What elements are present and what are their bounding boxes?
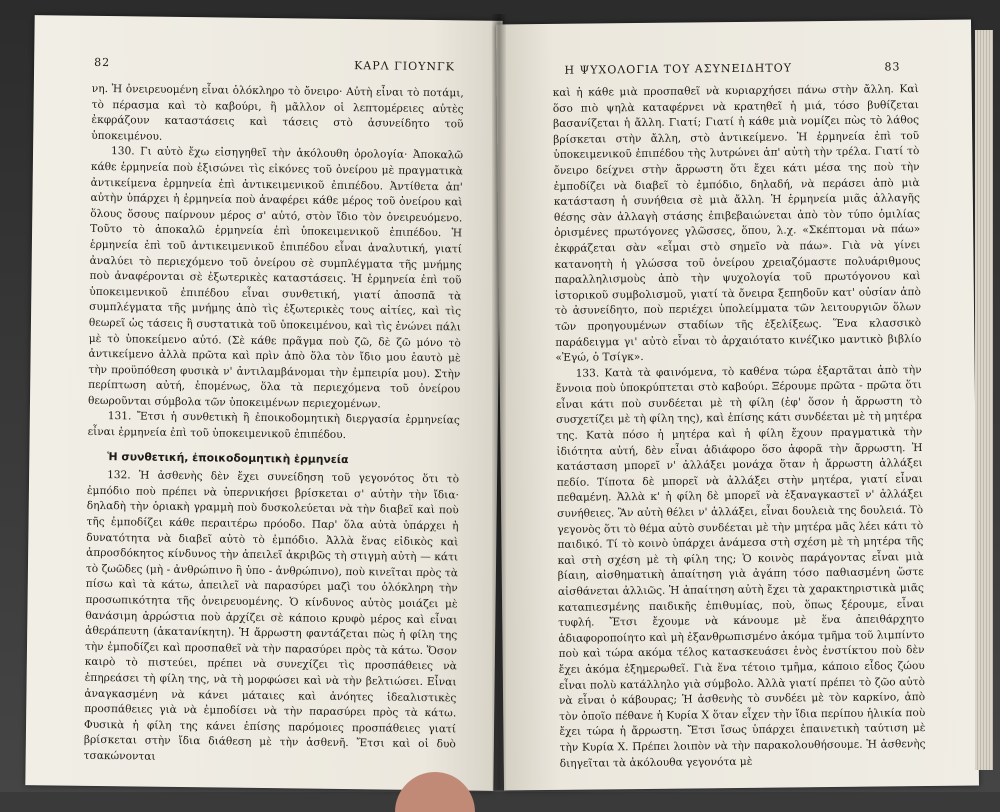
page-edges [975, 30, 993, 770]
paragraph: 131. Ἔτσι ἡ συνθετικὴ ἢ ἐποικοδομητικὴ διεργασία ἑρμηνείας εἶναι ἑρμηνεία ἐπὶ τοῦ ὑποκειμενικοῦ ἐπιπέδου. [87, 410, 460, 442]
left-page-text [84, 82, 464, 769]
section-heading: Ἡ συνθετική, ἐποικοδομητικὴ ἑρμηνεία [107, 449, 349, 466]
book-spine [492, 14, 506, 790]
paragraph: 130. Γι αὐτὸ ἔχω εἰσηγηθεῖ τὴν ἀκόλουθη ὁρολογία· Ἀποκαλῶ κάθε ἑρμηνεία ποὺ ἐξισώνει τὶς εἰκόνες τοῦ ὀνείρου μὲ πραγματικὰ ἀντικείμενα ἑρμηνεία ἐπὶ ἀντικειμενικοῦ ἐπιπέδου. Ἀντίθετα ἀπ' αὐτὴν ὑπάρχει ἡ ἑρμηνεία ποὺ ἀναφέρει κάθε μέρος τοῦ ὀνείρου καὶ ὅλους ὅσους παίρνουν μέρος σ' αὐτό, στὸν ἴδιο τὸν ὀνειρευόμενο. Τοῦτο τὸ ἀποκαλῶ ἑρμηνεία ἐπὶ ὑποκειμενικοῦ ἐπιπέδου. Ἡ ἑρμηνεία ἐπὶ τοῦ ἀντικειμενικοῦ ἐπιπέδου εἶναι ἀναλυτική, γιατί ἀναλύει τὸ περιεχόμενο τοῦ ὀνείρου σὲ συμπλέγματα τῆς μνήμης ποὺ ἀναφέρονται σὲ ἐξωτερικὲς καταστάσεις. Ἡ ἑρμηνεία ἐπὶ τοῦ ὑποκειμενικοῦ ἐπιπέδου εἶναι συνθετική, γιατί ἀποσπᾶ τὰ συμπλέγματα τῆς μνήμης ἀπὸ τὶς ἐξωτερικὲς τους αἰτίες, καὶ τὶς θεωρεῖ ὡς τάσεις ἢ συστατικὰ τοῦ ὑποκειμένου, καὶ τὶς ἑνώνει πάλι μὲ τὸ ὑποκείμενο αὐτό. (Σὲ κάθε πρᾶγμα ποὺ ζῶ, δὲ ζῶ μόνο τὸ ἀντικείμενο ἀλλὰ πρῶτα καὶ πρὶν ἀπὸ ὅλα τὸν ἴδιο μου ἑαυτὸ μὲ τὴν προϋπόθεση φυσικὰ ν' ἀντιλαμβάνομαι τὴν ἐμπειρία μου). Στὴν περίπτωση αὐτή, ἑπομένως, ὅλα τὰ περιεχόμενα τοῦ ὀνείρου θεωροῦνται σύμβολα τῶν ὑποκειμένων περιεχομένων. [87, 145, 464, 411]
right-page [496, 20, 979, 791]
left-page-number: 82 [94, 55, 111, 70]
right-running-head: Η ΨΥΧΟΛΟΓΙΑ ΤΟΥ ΑΣΥΝΕΙΔΗΤΟΥ [564, 61, 793, 77]
left-running-head: ΚΑΡΛ ΓΙΟΥΝΓΚ [354, 59, 455, 74]
right-page-text [553, 82, 926, 772]
paragraph: 132. Ἡ ἀσθενὴς δὲν ἔχει συνείδηση τοῦ γεγονότος ὅτι τὸ ἐμπόδιο ποὺ πρέπει νὰ ὑπερνικήσει βρίσκεται σ' αὐτὴν τὴν ἴδια· δηλαδὴ τὴν ὁριακὴ γραμμὴ ποὺ δυσκολεύεται νὰ τὴν διαβεῖ καὶ ποὺ τῆς ἐμποδίζει κάθε περαιτέρω πρόοδο. Παρ' ὅλα αὐτὰ ὑπάρχει ἡ δυνατότητα νὰ διαβεῖ αὐτὸ τὸ ἐμπόδιο. Ἀλλὰ ἕνας εἰδικὸς καὶ ἀπροσδόκητος κίνδυνος τὴν ἀπειλεῖ ἀκριβῶς τὴ στιγμὴ αὐτὴ — κάτι τὸ ζωῶδες (μὴ - ἀνθρώπινο ἢ ὑπο - ἀνθρώπινο), ποὺ κινεῖται πρὸς τὰ πίσω καὶ τὰ κάτω, ἀπειλεῖ νὰ παρασύρει μαζὶ του ὁλόκληρη τὴν προσωπικότητα τῆς ὀνειρευομένης. Ὁ κίνδυνος αὐτὸς μοιάζει μὲ θανάσιμη ἀρρώστια ποὺ ἀρχίζει σὲ κάποιο κρυφὸ μέρος καὶ εἶναι ἀθεράπευτη (ἀκατανίκητη). Ἡ ἄρρωστη φαντάζεται πὼς ἡ φίλη της τὴν ἐμποδίζει καὶ προσπαθεῖ νὰ τὴν παρασύρει πρὸς τὰ κάτω. Ὅσον καιρὸ τὸ πιστεύει, πρέπει νὰ συνεχίζει τὶς προσπάθειες νὰ ἐπηρεάσει τὴ φίλη της, νὰ τὴ μορφώσει καὶ νὰ τὴν βελτιώσει. Εἶναι ἀναγκασμένη νὰ κάνει μάταιες καὶ ἀνόητες ἰδεαλιστικὲς προσπάθειες γιὰ νὰ ἐμποδίσει νὰ τὴν παρασύρει πρὸς τὰ κάτω. Φυσικὰ ἡ φίλη της κάνει ἐπίσης παρόμοιες προσπάθειες γιατί βρίσκεται στὴν ἴδια διάθεση μὲ τὴν ἀσθενῆ. Ἔτσι καὶ οἱ δυὸ τσακώνονται [83, 469, 460, 763]
paragraph: καὶ ἡ κάθε μιὰ προσπαθεῖ νὰ κυριαρχήσει πάνω στὴν ἄλλη. Καὶ ὅσο πιὸ ψηλὰ καταφέρνει νὰ κρατηθεῖ ἡ μιά, τόσο βυθίζεται βασανίζεται ἡ ἄλλη. Γιατί; Γιατί ἡ κάθε μιὰ νομίζει πὼς τὸ λάθος βρίσκεται στὴν ἄλλη, στὸ ἀντικείμενο. Ἡ ἑρμηνεία ἐπὶ τοῦ ὑποκειμενικοῦ ἐπιπέδου τὴς λυτρώνει ἀπ' αὐτὴ τὴν τρέλα. Γιατί τὸ ὄνειρο δείχνει στὴν ἄρρωστη ὅτι ἔχει κάτι μέσα της ποὺ τὴν ἐμποδίζει νὰ διαβεῖ τὸ ἐμπόδιο, δηλαδή, νὰ περάσει ἀπὸ μιὰ κατάσταση ἡ συνήθεια σὲ μιὰ ἄλλη. Ἡ ἑρμηνεία μιᾶς ἀλλαγῆς θέσης σὰν ἀλλαγὴ στάσης ἐπιβεβαιώνεται ἀπὸ τὸν τύπο ὁμιλίας ὁρισμένες πρωτόγονες γλῶσσες, ὅπου, λ.χ. «Σκέπτομαι νὰ πάω» ἐκφράζεται σὰν «εἶμαι στὸ σημεῖο νὰ πάω». Γιὰ νὰ γίνει κατανοητὴ ἡ γλώσσα τοῦ ὀνείρου χρειαζόμαστε πολυάριθμους παραλληλισμοὺς ἀπὸ τὴν ψυχολογία τοῦ πρωτόγονου καὶ ἱστορικοῦ συμβολισμοῦ, γιατί τὰ ὄνειρα ξεπηδοῦν κατ' οὐσίαν ἀπὸ τὸ ἀσυνείδητο, ποὺ περιέχει ὑπολείμματα τῶν λειτουργιῶν ὅλων τῶν προηγουμένων σταδίων τῆς ἐξελίξεως. Ἕνα κλασσικὸ παράδειγμα γι' αὐτὸ εἶναι τὸ ἀρχαιότατο κινέζικο μαντικὸ βιβλίο «Ἐγώ, ὁ Τσίγκ». [552, 83, 922, 364]
paragraph: νη. Ἡ ὀνειρευομένη εἶναι ὁλόκληρο τὸ ὄνειρο· Αὐτὴ εἶναι τὸ ποτάμι, τὸ πέρασμα καὶ τὸ καβούρι, ἢ μᾶλλον οἱ λεπτομέρειες αὐτὲς ἐκφράζουν καταστάσεις καὶ τάσεις στὸ ἀσυνείδητο τοῦ ὑποκειμένου. [91, 82, 464, 143]
right-page-number: 83 [884, 60, 901, 74]
paragraph: 133. Κατὰ τὰ φαινόμενα, τὸ καθένα τώρα ἐξαρτᾶται ἀπὸ τὴν ἔννοια ποὺ ὑποκρύπτεται στὸ καβούρι. Ξέρουμε πρῶτα - πρῶτα ὅτι εἶναι κάτι ποὺ συνδέεται μὲ τὴ φίλη (ἐφ' ὅσον ἡ ἄρρωστη τὸ συσχετίζει μὲ τὴ φίλη της), καὶ ἐπίσης κάτι συνδέεται μὲ τὴ μητέρα της. Κατὰ πόσο ἡ μητέρα καὶ ἡ φίλη ἔχουν πραγματικὰ τὴν ἰδιότητα αὐτή, δὲν εἶναι ἀδιάφορο ὅσο ἀφορᾶ τὴν ἄρρωστη. Ἡ κατάσταση μπορεῖ ν' ἀλλάξει μονάχα ὅταν ἡ ἄρρωστη ἀλλάξει πεδίο. Τίποτα δὲ μπορεῖ νὰ ἀλλάξει στὴν μητέρα, γιατί εἶναι πεθαμένη. Ἀλλὰ κ' ἡ φίλη δὲ μπορεῖ νὰ ἐξαναγκαστεῖ ν' ἀλλάξει συνήθειες. Ἂν αὐτὴ θέλει ν' ἀλλάξει, εἶναι δουλειὰ της δουλειά. Τὸ γεγονὸς ὅτι τὸ θέμα αὐτὸ συνδέεται μὲ τὴν μητέρα μᾶς λέει κάτι τὸ παιδικό. Τί τὸ κοινὸ ὑπάρχει ἀνάμεσα στὴ σχέση μὲ τὴ μητέρα τῆς καὶ στὴ σχέση μὲ τὴ φίλη της; Ὁ κοινὸς παράγοντας εἶναι μιὰ βίαιη, αἰσθηματικὴ ἀπαίτηση γιὰ ἀγάπη τόσο παθιασμένη ὥστε αἰσθάνεται ἀλλιῶς. Ἡ ἀπαίτηση αὐτὴ ἔχει τὰ χαρακτηριστικὰ μιᾶς καταπιεσμένης παιδικῆς ἐπιθυμίας, ποὺ, ὅπως ξέρουμε, εἶναι τυφλή. Ἔτσι ἔχουμε νὰ κάνουμε μὲ ἕνα ἀπειθάρχητο ἀδιαφοροποίητο καὶ μὴ ἐξανθρωπισμένο ἀκόμα τμῆμα τοῦ λιμπίντο ποὺ καὶ τώρα ακόμα τέλος κατασκευάσει ἑνὸς ἐνστίκτου ποὺ δὲν ἔχει ἀκόμα ἐξημερωθεῖ. Γιὰ ἕνα τέτοιο τμῆμα, κάποιο εἶδος ζώου εἶναι πολὺ κατάλληλο γιὰ σύμβολο. Ἀλλὰ γιατί πρέπει τὸ ζῶο αὐτὸ νὰ εἶναι ὁ κάβουρας; Ἡ ἀσθενὴς τὸ συνδέει μὲ τὸν καρκίνο, ἀπὸ τὸν ὁποῖο πέθανε ἡ Κυρία Χ ὅταν εἶχεν τὴν ἴδια περίπου ἡλικία ποὺ ἔχει τώρα ἡ ἄρρωστη. Ἔτσι ἴσως ὑπάρχει ἐπαινετικὴ ταύτιση μὲ τὴν Κυρία Χ. Πρέπει λοιπὸν νὰ τὴν παρακολουθήσουμε. Ἡ ἀσθενὴς διηγεῖται τὰ ἀκόλουθα γεγονότα μὲ [555, 363, 926, 770]
left-page [25, 15, 502, 791]
